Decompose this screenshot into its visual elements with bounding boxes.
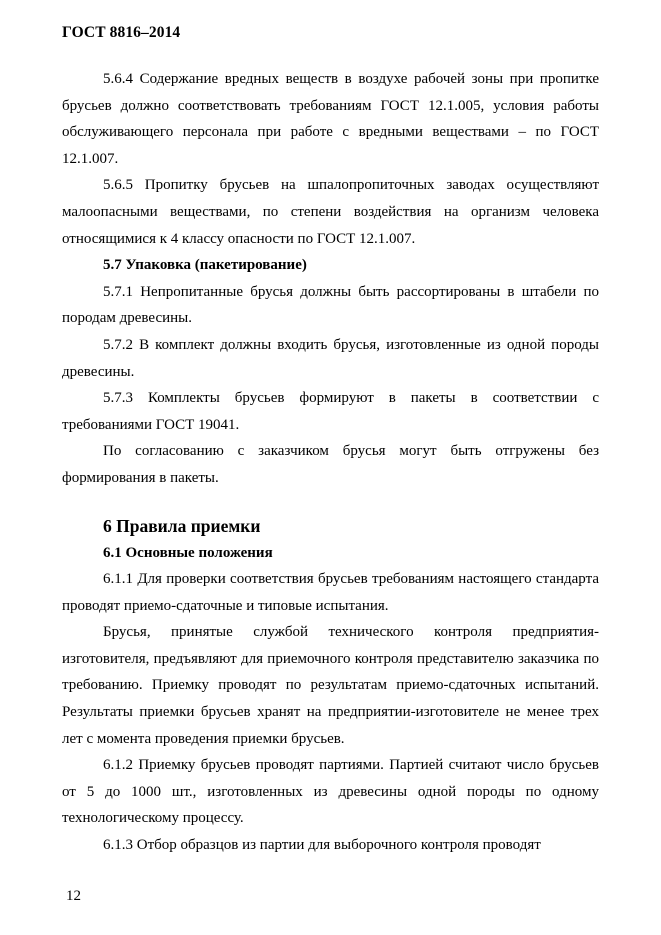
paragraph-5-7-3: 5.7.3 Комплекты брусьев формируют в пакеты в соответствии с требованиями ГОСТ 19041. <box>62 390 599 433</box>
document-header: ГОСТ 8816–2014 <box>62 24 181 41</box>
section-heading-5-7: 5.7 Упаковка (пакетирование) <box>103 257 307 274</box>
paragraph-6-1-1: 6.1.1 Для проверки соответствия брусьев требованиям настоящего стандарта проводят приемо-сдаточные и типовые испытания. <box>62 571 599 614</box>
section-gap <box>62 492 599 512</box>
paragraph-6-1-3: 6.1.3 Отбор образцов из партии для выборочного контроля проводят <box>103 837 541 854</box>
paragraph-5-6-4: 5.6.4 Содержание вредных веществ в воздухе рабочей зоны при пропитке брусьев должно соответствовать требованиям ГОСТ 12.1.005, условия работы обслуживающего персонала при работе с вредными веществами – по ГОСТ 12.1.007. <box>62 71 599 167</box>
paragraph-6-1-2: 6.1.2 Приемку брусьев проводят партиями. Партией считают число брусьев от 5 до 1000 шт., изготовленных из древесины одной породы по одному технологическому процессу. <box>62 757 599 827</box>
subsection-heading-6-1: 6.1 Основные положения <box>103 544 273 561</box>
paragraph-5-7-2: 5.7.2 В комплект должны входить брусья, изготовленные из одной породы древесины. <box>62 336 599 380</box>
paragraph-5-6-5: 5.6.5 Пропитку брусьев на шпалопропиточных заводах осуществляют малоопасными веществами, по степени воздействия на организм человека относящимися к 4 классу опасности по ГОСТ 12.1.007. <box>62 177 599 247</box>
page-number: 12 <box>66 888 81 904</box>
paragraph-5-7-3-continued: По согласованию с заказчиком брусья могут быть отгружены без формирования в пакеты. <box>62 443 599 486</box>
section-heading-6: 6 Правила приемки <box>103 515 261 536</box>
document-body <box>62 66 599 859</box>
paragraph-5-7-1: 5.7.1 Непропитанные брусья должны быть рассортированы в штабели по породам древесины. <box>62 283 599 327</box>
paragraph-6-1-1-continued: Брусья, принятые службой технического контроля предприятия-изготовителя, предъявляют для приемочного контроля представителю заказчика по требованию. Приемку проводят по результатам приемо-сдаточных испытаний. Результаты приемки брусьев хранят на предприятии-изготовителе не менее трех лет с момента проведения приемки брусьев. <box>62 624 599 747</box>
